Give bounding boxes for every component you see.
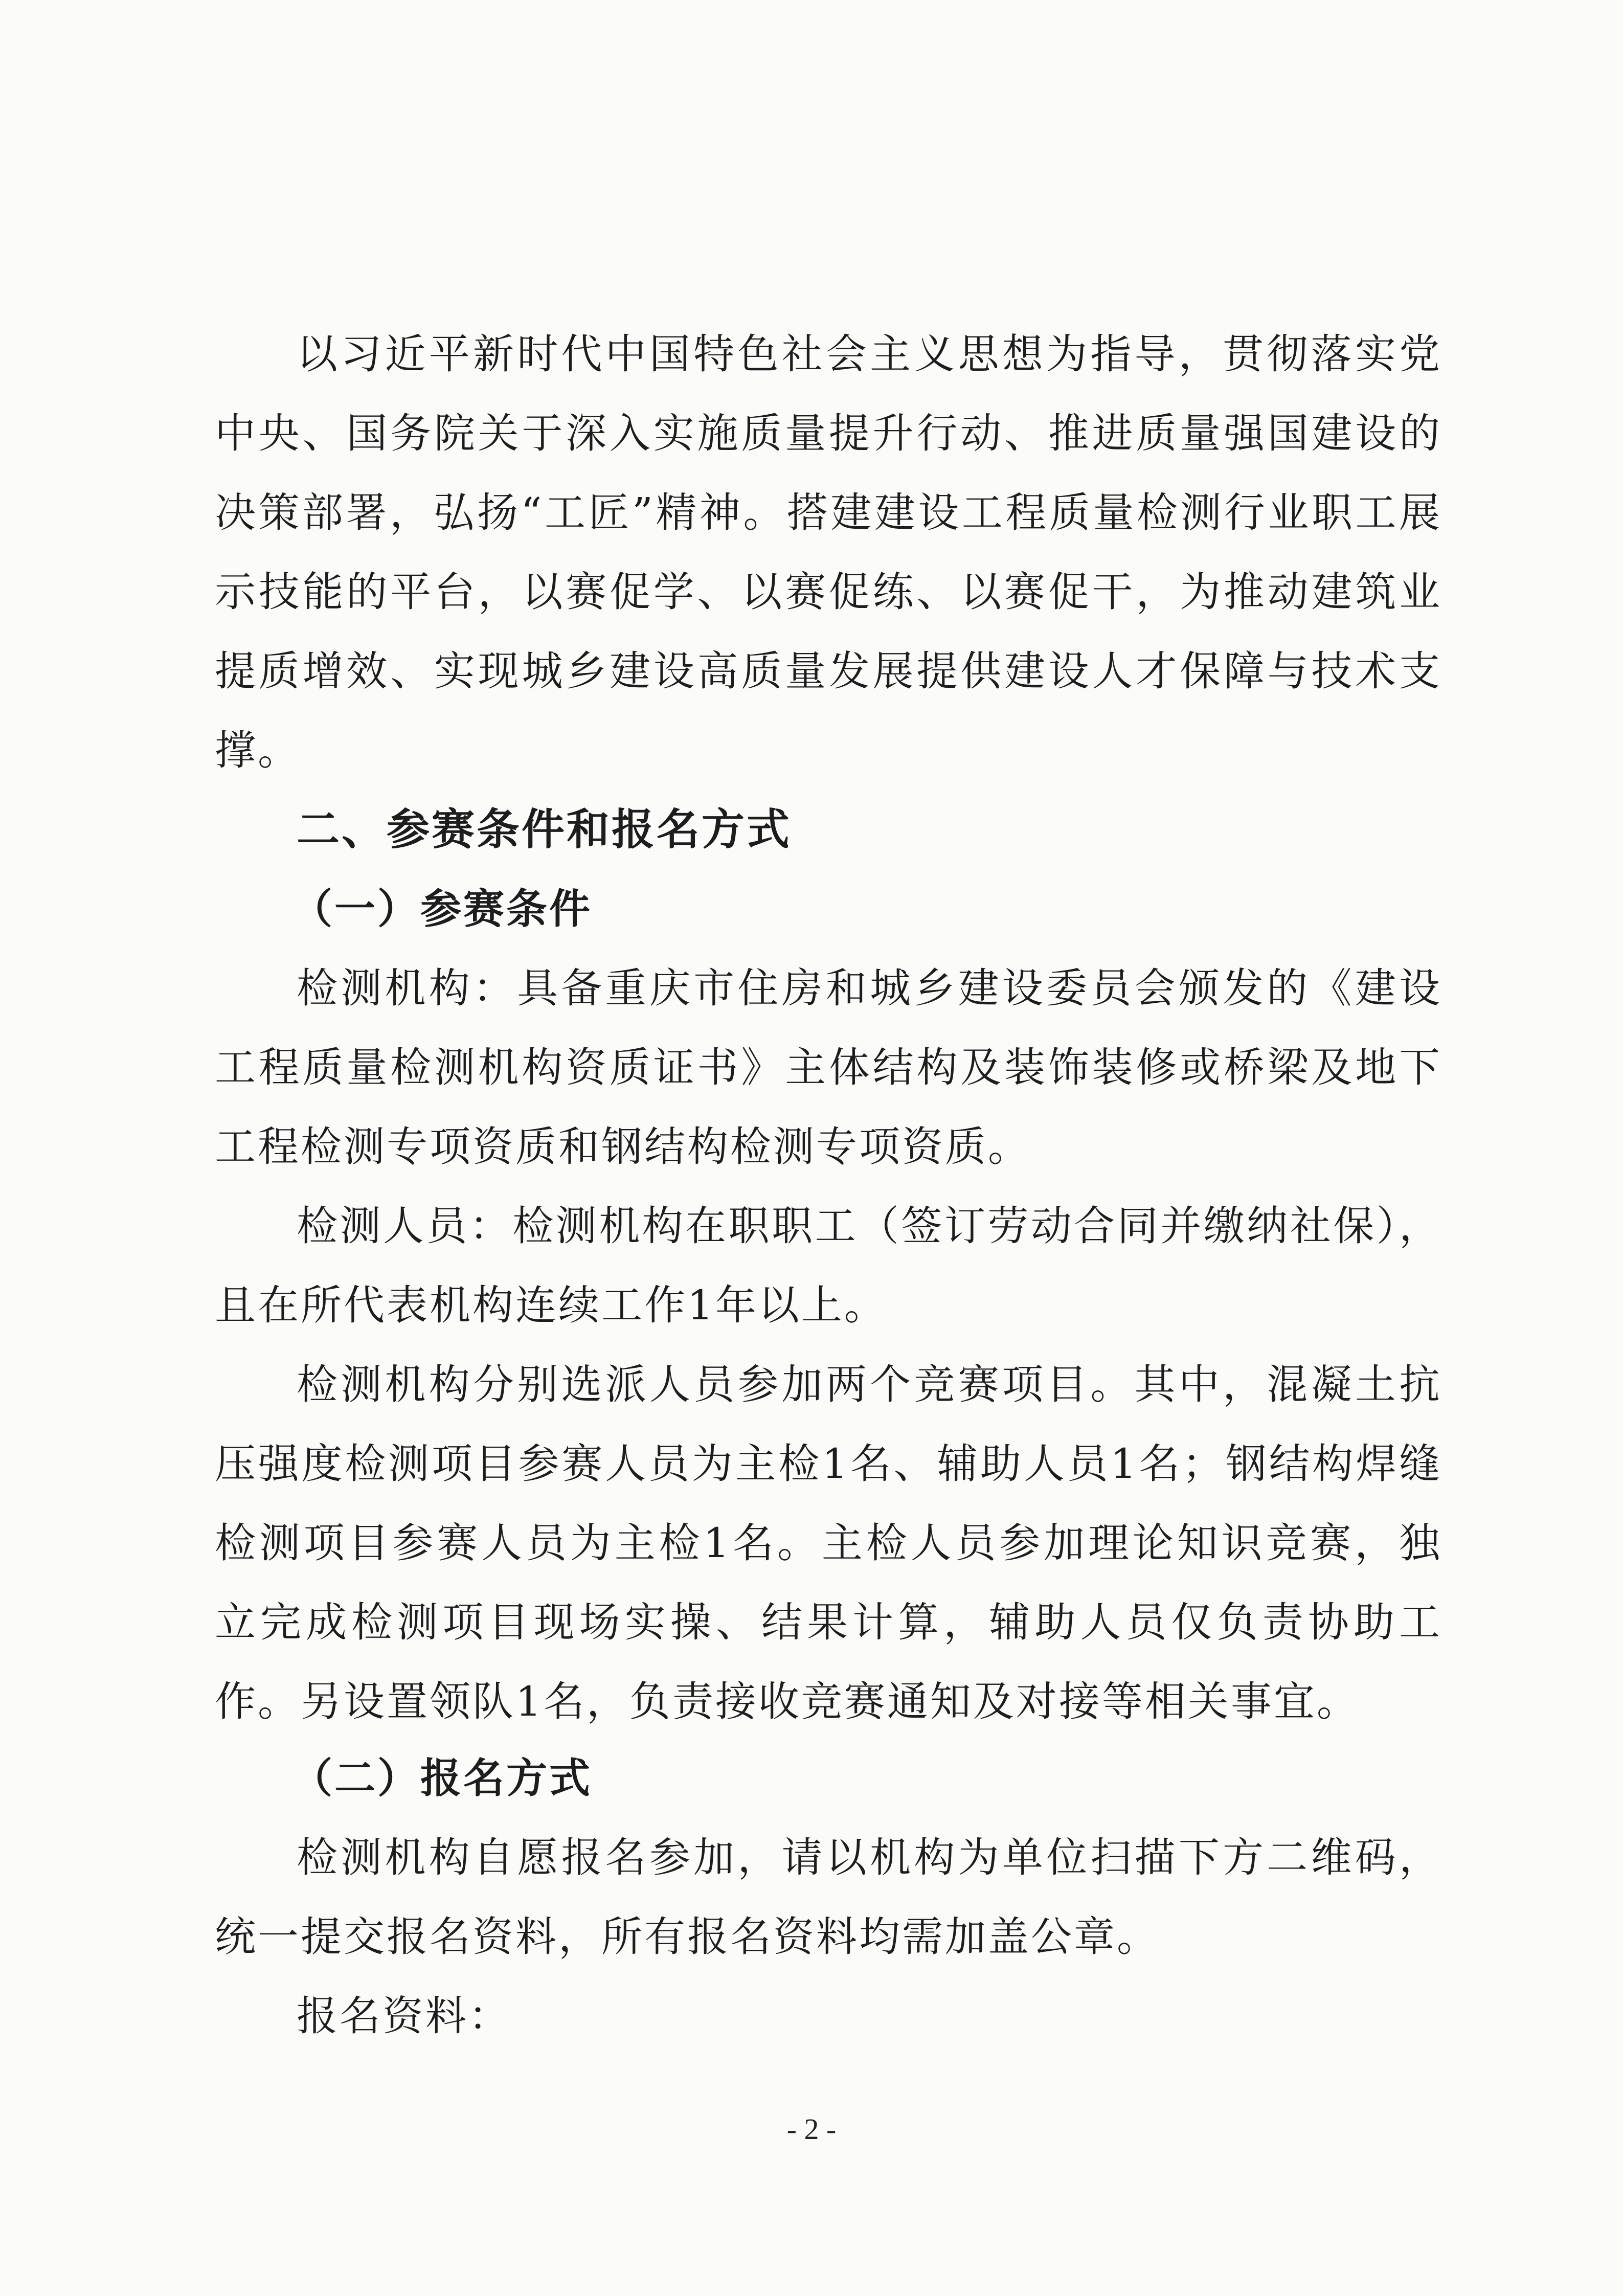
paragraph-registration-materials: 报名资料： [297, 1992, 511, 2040]
section-heading-participation: 二、参赛条件和报名方式 [297, 804, 792, 854]
paragraph-registration-method: 检测机构自愿报名参加，请以机构为单位扫描下方二维码，统一提交报名资料，所有报名资料均需加盖公章。 [215, 1834, 1442, 1961]
paragraph-personnel-conditions: 检测人员：检测机构在职职工（签订劳动合同并缴纳社保），且在所代表机构连续工作1年以上。 [215, 1202, 1442, 1329]
paragraph-guiding-ideology: 以习近平新时代中国特色社会主义思想为指导，贯彻落实党中央、国务院关于深入实施质量提升行动、推进质量强国建设的决策部署，弘扬“工匠”精神。搭建建设工程质量检测行业职工展示技能的平台，以赛促学、以赛促练、以赛促干，为推动建筑业提质增效、实现城乡建设高质量发展提供建设人才保障与技术支撑。 [215, 330, 1442, 774]
paragraph-team-composition: 检测机构分别选派人员参加两个竞赛项目。其中，混凝土抗压强度检测项目参赛人员为主检1名、辅助人员1名；钢结构焊缝检测项目参赛人员为主检1名。主检人员参加理论知识竞赛，独立完成检测项目现场实操、结果计算，辅助人员仅负责协助工作。另设置领队1名，负责接收竞赛通知及对接等相关事宜。 [215, 1361, 1442, 1725]
subsection-heading-conditions: （一）参赛条件 [291, 885, 592, 933]
paragraph-institution-conditions: 检测机构：具备重庆市住房和城乡建设委员会颁发的《建设工程质量检测机构资质证书》主体结构及装饰装修或桥梁及地下工程检测专项资质和钢结构检测专项资质。 [215, 964, 1442, 1170]
subsection-heading-registration: （二）报名方式 [291, 1754, 592, 1802]
page-number: - 2 - [786, 2112, 837, 2146]
